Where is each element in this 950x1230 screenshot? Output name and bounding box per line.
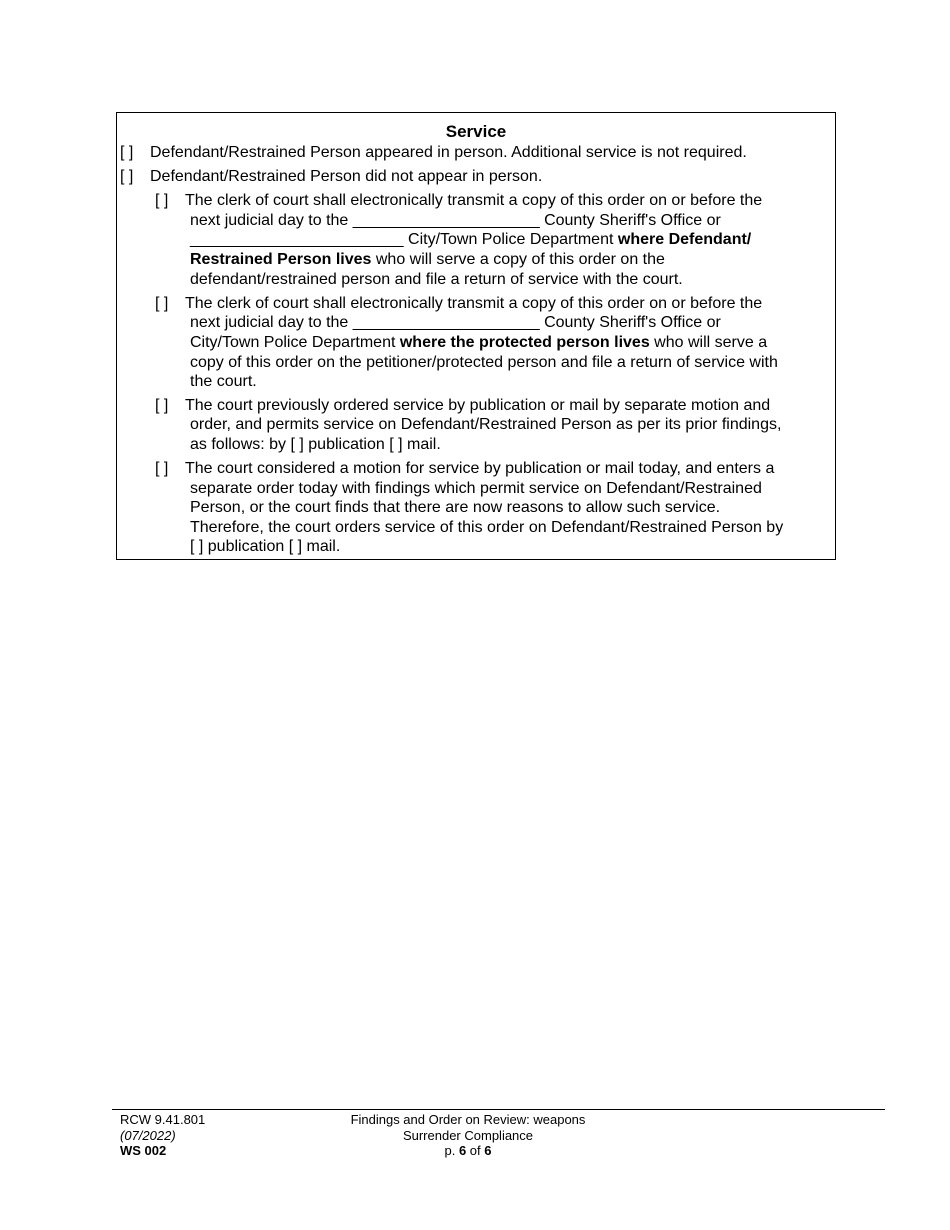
- sub2-line3: City/Town Police Department where the protected person lives who will serve a: [190, 334, 768, 351]
- checkbox-not-appear[interactable]: [ ]: [120, 168, 134, 185]
- checkbox-sub4[interactable]: [ ]: [155, 460, 169, 477]
- footer-title-line1: Findings and Order on Review: weapons: [350, 1112, 586, 1127]
- option-appeared: [ ] Defendant/Restrained Person appeared in person. Additional service is not required.: [120, 144, 747, 161]
- footer-page-number: p. 6 of 6: [444, 1143, 492, 1158]
- checkbox-appeared[interactable]: [ ]: [120, 144, 134, 161]
- checkbox-sub2[interactable]: [ ]: [155, 295, 169, 312]
- sub3-line2: order, and permits service on Defendant/Restrained Person as per its prior findings,: [190, 416, 782, 433]
- sub1-line3: ________________________ City/Town Police Department where Defendant/: [190, 231, 752, 248]
- sub4-line3: Person, or the court finds that there are now reasons to allow such service.: [190, 499, 721, 516]
- sub2-line1: [ ] The clerk of court shall electronically transmit a copy of this order on or before the: [155, 295, 763, 312]
- footer-rcw: RCW 9.41.801: [120, 1112, 206, 1127]
- sub2-line2: next judicial day to the _____________________ County Sheriff's Office or: [190, 314, 721, 331]
- checkbox-sub1[interactable]: [ ]: [155, 192, 169, 209]
- footer-title-line2: Surrender Compliance: [402, 1128, 534, 1143]
- sub3-line3: as follows: by [ ] publication [ ] mail.: [190, 436, 441, 453]
- sub1-line5: defendant/restrained person and file a return of service with the court.: [190, 271, 683, 288]
- section-title: Service: [445, 122, 507, 141]
- sub1-line2: next judicial day to the _____________________ County Sheriff's Office or: [190, 212, 721, 229]
- sub4-line1: [ ] The court considered a motion for service by publication or mail today, and enters a: [155, 460, 775, 477]
- sub4-line2: separate order today with findings which permit service on Defendant/Restrained: [190, 480, 762, 497]
- sub3-line1: [ ] The court previously ordered service by publication or mail by separate motion and: [155, 397, 771, 414]
- sub1-line1: [ ] The clerk of court shall electronically transmit a copy of this order on or before the: [155, 192, 763, 209]
- sub2-line5: the court.: [190, 373, 257, 390]
- checkbox-sub3[interactable]: [ ]: [155, 397, 169, 414]
- option-not-appear: [ ] Defendant/Restrained Person did not appear in person.: [120, 168, 543, 185]
- sub1-line4: Restrained Person lives who will serve a copy of this order on the: [190, 251, 665, 268]
- footer-date: (07/2022): [120, 1128, 176, 1143]
- sub4-line4: Therefore, the court orders service of this order on Defendant/Restrained Person by: [190, 519, 784, 536]
- sub4-line5: [ ] publication [ ] mail.: [190, 538, 341, 555]
- footer-divider: [112, 1109, 885, 1110]
- footer-form-number: WS 002: [120, 1143, 167, 1158]
- sub2-line4: copy of this order on the petitioner/protected person and file a return of service with: [190, 354, 778, 371]
